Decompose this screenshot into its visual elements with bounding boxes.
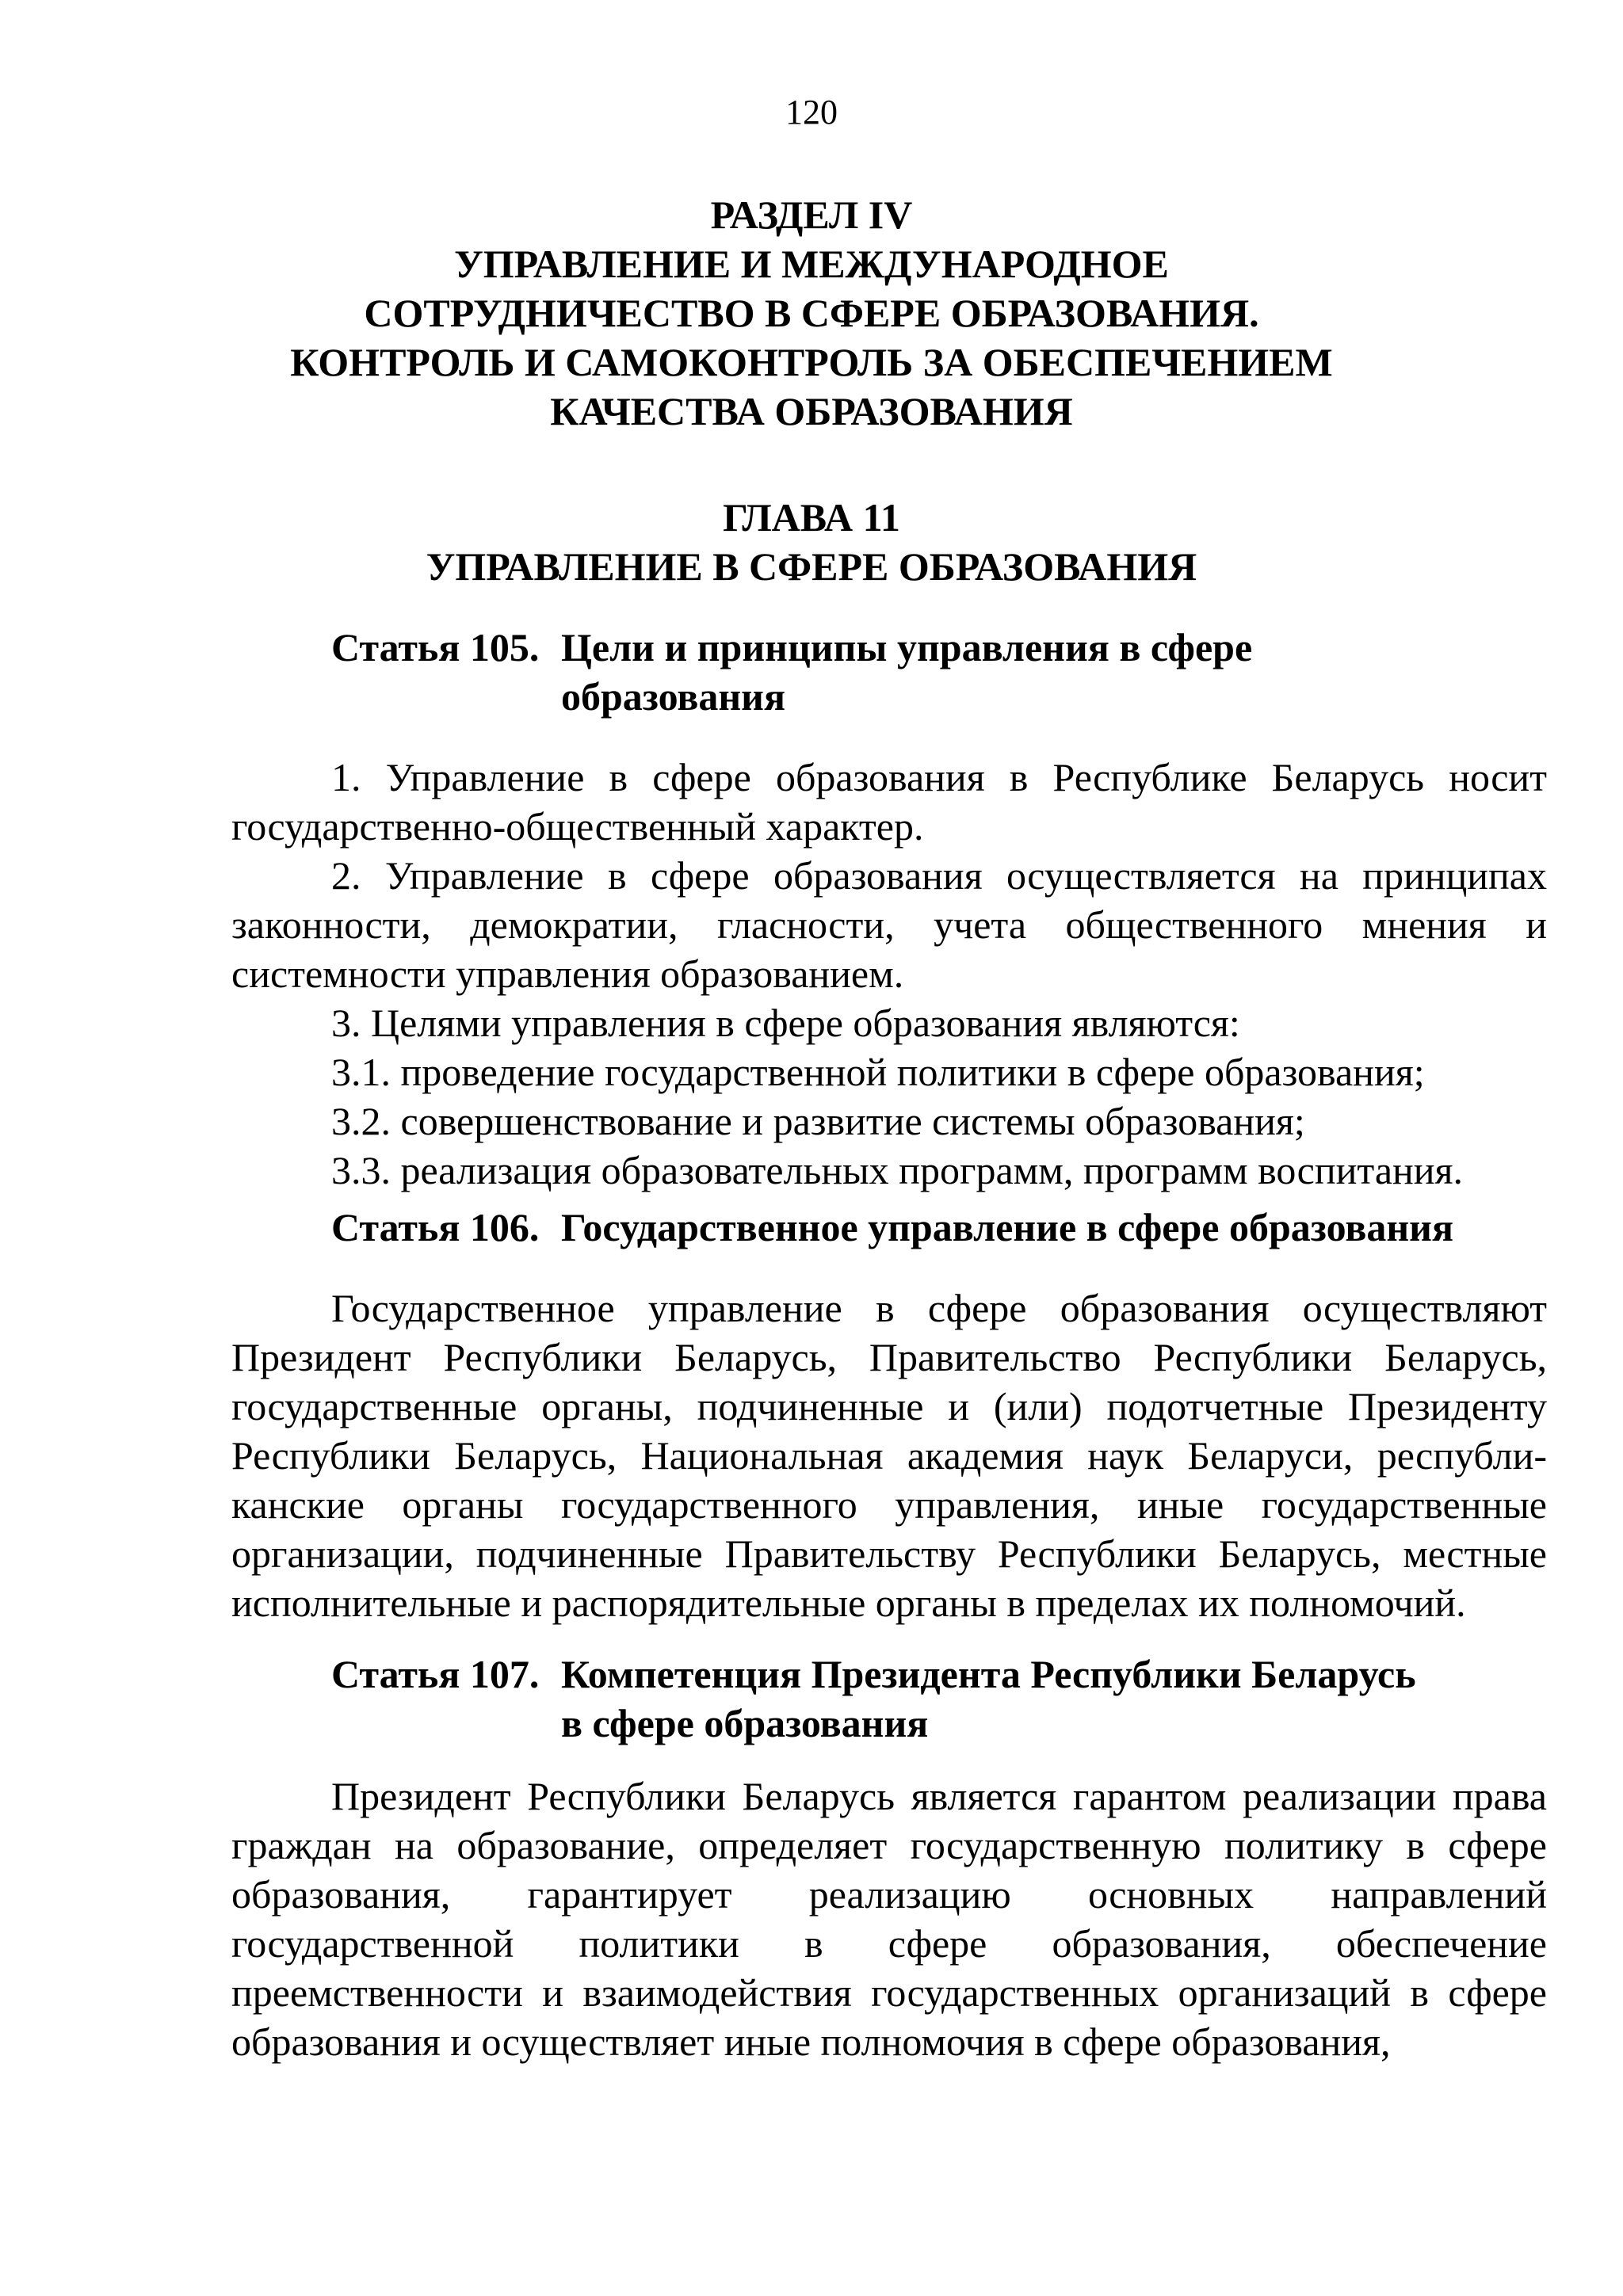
article-title-line: в сфере образования [561, 1701, 929, 1745]
article-105-body [231, 753, 1547, 1195]
article-title-line: образования [561, 674, 786, 719]
article-106-heading [331, 1203, 1552, 1252]
list-item: 3.3. реализация образовательных программ, программ воспитания. [331, 1148, 1464, 1192]
paragraph: 1. Управление в сфере образования в Республике Беларусь носит государственно-общественный характер. [231, 755, 1547, 849]
chapter-heading-line: УПРАВЛЕНИЕ В СФЕРЕ ОБРАЗОВАНИЯ [426, 544, 1197, 589]
article-title [561, 1650, 1552, 1748]
paragraph: Государственное управление в сфере образования осуществляют Президент Республики Беларусь, Правительство Республики Беларусь, государственные органы, подчиненные и (или) подотчетные Президенту Республики Беларусь, Национальная академия наук Беларуси, республиканские органы государственного управления, иные государственные организации, подчиненные Правительству Республики Беларусь, местные исполнительные и распорядительные органы в пределах их полномочий. [231, 1286, 1547, 1625]
article-title [561, 623, 1552, 721]
list-item: 3.2. совершенствование и развитие системы образования; [331, 1099, 1305, 1143]
chapter-heading [0, 493, 1623, 591]
paragraph: 3. Целями управления в сфере образования являются: [331, 1001, 1240, 1045]
article-107-body [231, 1772, 1547, 2066]
section-heading-line: КОНТРОЛЬ И САМОКОНТРОЛЬ ЗА ОБЕСПЕЧЕНИЕМ [290, 340, 1333, 384]
article-label: Статья 105. [331, 625, 540, 669]
paragraph: 2. Управление в сфере образования осуществляется на принципах законности, демократии, гласности, учета общественного мнения и системности управления образованием. [231, 853, 1547, 996]
article-label: Статья 106. [331, 1205, 540, 1249]
section-heading-line: КАЧЕСТВА ОБРАЗОВАНИЯ [550, 389, 1073, 433]
section-heading [0, 190, 1623, 436]
article-title-line: Государственное управление в сфере образования [561, 1205, 1454, 1249]
article-label: Статья 107. [331, 1652, 540, 1696]
article-105-heading [331, 623, 1552, 721]
page-number: 120 [785, 93, 838, 132]
list-item: 3.1. проведение государственной политики в сфере образования; [331, 1050, 1425, 1094]
article-title-line: Цели и принципы управления в сфере [561, 625, 1253, 669]
article-title-line: Компетенция Президента Республики Беларусь [561, 1652, 1416, 1696]
section-heading-line: СОТРУДНИЧЕСТВО В СФЕРЕ ОБРАЗОВАНИЯ. [364, 291, 1259, 335]
chapter-heading-line: ГЛАВА 11 [723, 495, 900, 540]
section-heading-line: РАЗДЕЛ IV [710, 193, 913, 237]
article-106-body [231, 1283, 1547, 1627]
section-heading-line: УПРАВЛЕНИЕ И МЕЖДУНАРОДНОЕ [454, 242, 1169, 286]
paragraph: Президент Республики Беларусь является гарантом реализации права граждан на образование, определяет государственную политику в сфере образования, гарантирует реализацию основных направлений государственной политики в сфере образования, обеспечение преемственности и взаимодействия государственных организаций в сфере образования и осуществляет иные полномочия в сфере образования, [231, 1774, 1547, 2064]
article-title [561, 1203, 1552, 1252]
article-107-heading [331, 1650, 1552, 1748]
